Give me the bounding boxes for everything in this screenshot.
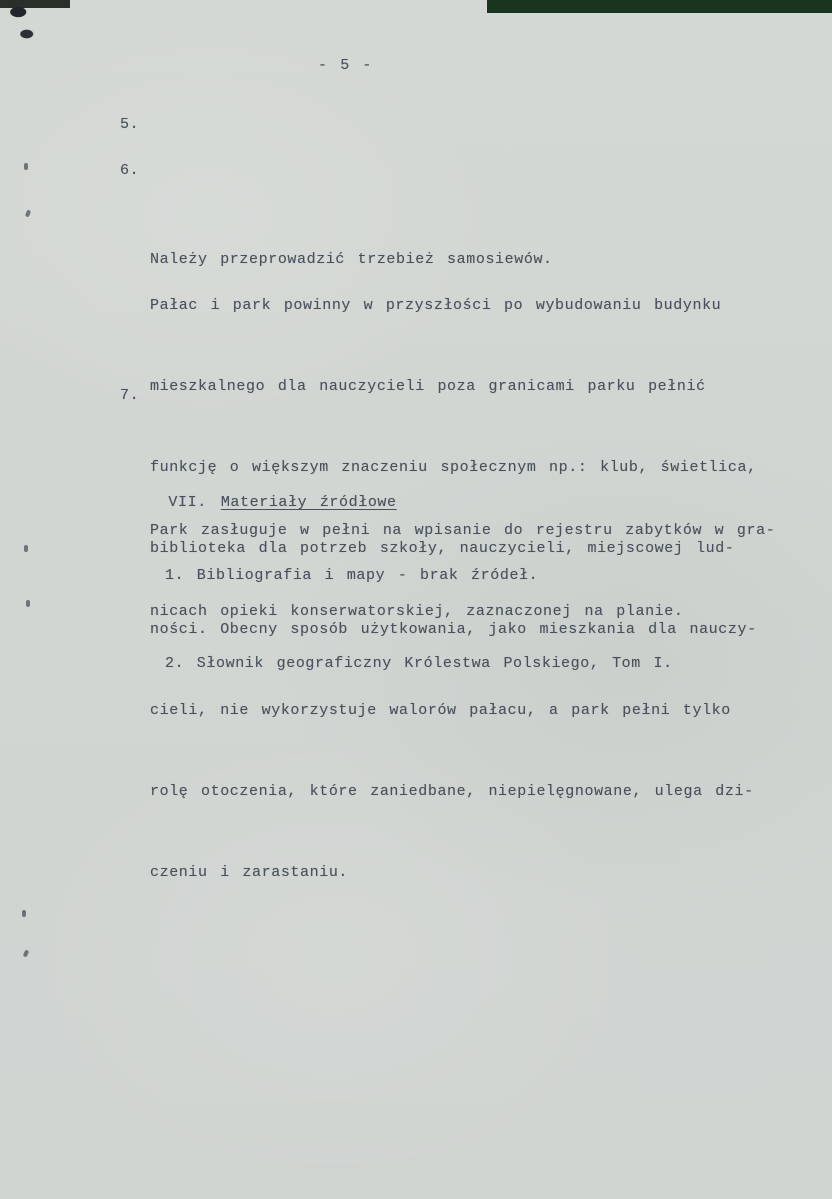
scan-speck <box>23 949 30 957</box>
item-line: funkcję o większym znaczeniu społecznym np.: klub, świetlica, <box>150 459 757 476</box>
item-line: Pałac i park powinny w przyszłości po wybudowaniu budynku <box>150 297 722 314</box>
item-line: rolę otoczenia, które zaniedbane, niepielęgnowane, ulega dzi- <box>150 783 754 800</box>
section-number: VII. <box>168 494 207 511</box>
item-line: biblioteka dla potrzeb szkoły, nauczycieli, miejscowej lud- <box>150 540 735 557</box>
scan-corner-blot <box>8 4 42 44</box>
page-number: - 5 - <box>318 57 373 74</box>
item-line: nicach opieki konserwatorskiej, zaznaczonej na planie. <box>150 603 684 620</box>
scan-edge-artifact <box>487 0 832 13</box>
item-line: Należy przeprowadzić trzebież samosiewów. <box>150 251 553 268</box>
scan-speck <box>25 210 31 218</box>
item-number: 6. <box>120 162 140 179</box>
item-line: czeniu i zarastaniu. <box>150 864 349 881</box>
source-item: 2. Słownik geograficzny Królestwa Polskiego, Tom I. <box>165 655 673 672</box>
item-line: mieszkalnego dla nauczycieli poza granicami parku pełnić <box>150 378 706 395</box>
scan-speck <box>26 600 30 607</box>
section-title: Materiały źródłowe <box>220 494 397 511</box>
item-line: cieli, nie wykorzystuje walorów pałacu, a park pełni tylko <box>150 702 731 719</box>
sources-list <box>165 508 673 738</box>
source-item: 1. Bibliografia i mapy - brak źródeł. <box>165 567 539 584</box>
scan-speck <box>24 545 28 552</box>
item-number: 7. <box>120 387 140 404</box>
scan-speck <box>24 163 28 170</box>
item-line: Park zasługuje w pełni na wpisanie do rejestru zabytków w gra- <box>150 522 776 539</box>
scan-speck <box>22 910 26 917</box>
item-line: ności. Obecny sposób użytkowania, jako mieszkania dla nauczy- <box>150 621 757 638</box>
item-number: 5. <box>120 116 140 133</box>
